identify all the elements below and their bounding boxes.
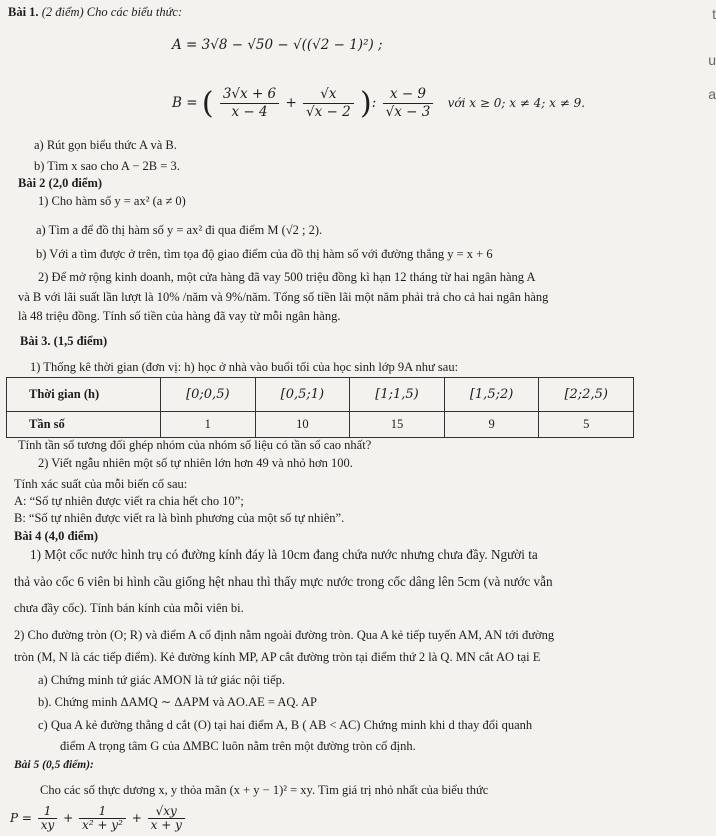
- fraction-p1: $\frac{1}{xy}$: [38, 805, 58, 832]
- bai4-c-line2: điểm A trọng tâm G của ΔMBC luôn nằm trên một đường tròn cố định.: [60, 739, 416, 753]
- bai4-p2-line2: tròn (M, N là các tiếp điểm). Kẻ đường kính MP, AP cắt đường tròn tại điểm thứ 2 là Q. MN cắt AO tại E: [14, 650, 541, 664]
- bai4-a: a) Chứng minh tứ giác AMON là tứ giác nội tiếp.: [38, 673, 286, 687]
- table-cell: 10: [255, 412, 350, 438]
- table-header-time: Thời gian (h): [7, 378, 161, 412]
- bai5-p1: Cho các số thực dương x, y thỏa mãn (x + y − 1)² = xy. Tìm giá trị nhỏ nhất của biểu thức: [40, 783, 489, 797]
- edge-mark: u: [708, 52, 716, 68]
- bai4-p1-line1: 1) Một cốc nước hình trụ có đường kính đáy là 10cm đang chứa nước nhưng chưa đầy. Người ta: [30, 547, 538, 562]
- table-cell: [2;2,5): [539, 378, 634, 412]
- fraction-2: $\frac{√x}{√x - 2}$: [303, 86, 354, 121]
- table-cell: 9: [444, 412, 539, 438]
- condition: với x ≥ 0; x ≠ 4; x ≠ 9.: [447, 96, 586, 110]
- bai4-c-line1: c) Qua A kẻ đường thẳng d cắt (O) tại hai điểm A, B ( AB < AC) Chứng minh khi d thay đổi quanh: [38, 718, 533, 732]
- table-cell: [1,5;2): [444, 378, 539, 412]
- bai3-event-a: A: “Số tự nhiên được viết ra chia hết cho 10”;: [14, 494, 244, 508]
- bai3-event-b: B: “Số tự nhiên được viết ra là bình phương của một số tự nhiên”.: [14, 511, 345, 525]
- bai2-p2-line2: và B với lãi suất lần lượt là 10% /năm và 9%/năm. Tổng số tiền lãi một năm phải trả cho cả hai ngân hàng: [18, 290, 549, 304]
- bai3-after-table: Tính tần số tương đối ghép nhóm của nhóm số liệu có tần số cao nhất?: [18, 438, 372, 452]
- frequency-table: [6, 377, 634, 438]
- bai4-b: b). Chứng minh ΔAMQ ∼ ΔAPM và AO.AE = AQ. AP: [38, 695, 317, 709]
- fraction-1: $\frac{3√x + 6}{x - 4}$: [220, 86, 279, 121]
- table-cell: [1;1,5): [350, 378, 445, 412]
- bai3-p1: 1) Thống kê thời gian (đơn vị: h) học ở nhà vào buổi tối của học sinh lớp 9A như sau:: [30, 360, 459, 374]
- formula-b: B = ( $\frac{3√x + 6}{x - 4}$ + $\frac{√x}{√x - 2}$ ): $\frac{x - 9}{√x - 3}$ với x ≥ 0; x ≠ 4; x ≠ 9.: [172, 86, 586, 121]
- bai1-header: Bài 1. (2 điểm) Cho các biểu thức:: [8, 5, 183, 19]
- table-row: [7, 378, 634, 412]
- bai2-header: Bài 2 (2,0 điểm): [18, 176, 103, 190]
- formula-p: P = $\frac{1}{xy}$ + $\frac{1}{\text{x² + y²}}$ + $\frac{√xy}{x + y}$: [10, 805, 187, 832]
- edge-mark: t: [712, 6, 716, 22]
- bai3-p2a: Tính xác suất của mỗi biến cố sau:: [14, 477, 188, 491]
- bai2-p2-line1: 2) Để mở rộng kinh doanh, một cửa hàng đã vay 500 triệu đồng kì hạn 12 tháng từ hai ngân hàng A: [38, 270, 536, 284]
- bai2-p1: 1) Cho hàm số y = ax² (a ≠ 0): [38, 194, 186, 208]
- table-cell: [0;0,5): [161, 378, 256, 412]
- bai3-p2: 2) Viết ngẫu nhiên một số tự nhiên lớn hơn 49 và nhỏ hơn 100.: [38, 456, 353, 470]
- bai1-b: b) Tìm x sao cho A − 2B = 3.: [34, 159, 180, 173]
- fraction-p2: $\frac{1}{\text{x² + y²}}$: [79, 805, 126, 832]
- fraction-p3: $\frac{√xy}{x + y}$: [148, 805, 185, 832]
- fraction-3: $\frac{x - 9}{√x - 3}$: [383, 86, 434, 121]
- table-cell: 5: [539, 412, 634, 438]
- bai1-a: a) Rút gọn biểu thức A và B.: [34, 138, 177, 152]
- bai5-header: Bài 5 (0,5 điểm):: [14, 759, 94, 771]
- bai2-p1a: a) Tìm a để đồ thị hàm số y = ax² đi qua điểm M (√2 ; 2).: [36, 223, 323, 237]
- bai4-p1-line3: chưa đầy cốc). Tính bán kính của mỗi viên bi.: [14, 601, 244, 615]
- table-cell: 15: [350, 412, 445, 438]
- bai2-p2-line3: là 48 triệu đồng. Tính số tiền của hàng đã vay từ mỗi ngân hàng.: [18, 309, 341, 323]
- bai4-p1-line2: thả vào cốc 6 viên bi hình cầu giống hệt nhau thì thấy mực nước trong cốc dâng lên 5cm (và nước vẫn: [14, 574, 553, 589]
- table-cell: 1: [161, 412, 256, 438]
- table-cell: [0,5;1): [255, 378, 350, 412]
- formula-a: A = 3√8 − √50 − √((√2 − 1)²) ;: [172, 37, 383, 53]
- table-header-frequency: Tần số: [7, 412, 161, 438]
- bai4-p2-line1: 2) Cho đường tròn (O; R) và điểm A cố định nằm ngoài đường tròn. Qua A kẻ tiếp tuyến AM, AN tới đường: [14, 628, 555, 642]
- table-row: [7, 412, 634, 438]
- bai3-header: Bài 3. (1,5 điểm): [20, 334, 108, 348]
- bai2-p1b: b) Với a tìm được ở trên, tìm tọa độ giao điểm của đồ thị hàm số với đường thẳng y = x + 6: [36, 247, 493, 261]
- bai4-header: Bài 4 (4,0 điểm): [14, 529, 99, 543]
- edge-mark: a: [708, 86, 716, 102]
